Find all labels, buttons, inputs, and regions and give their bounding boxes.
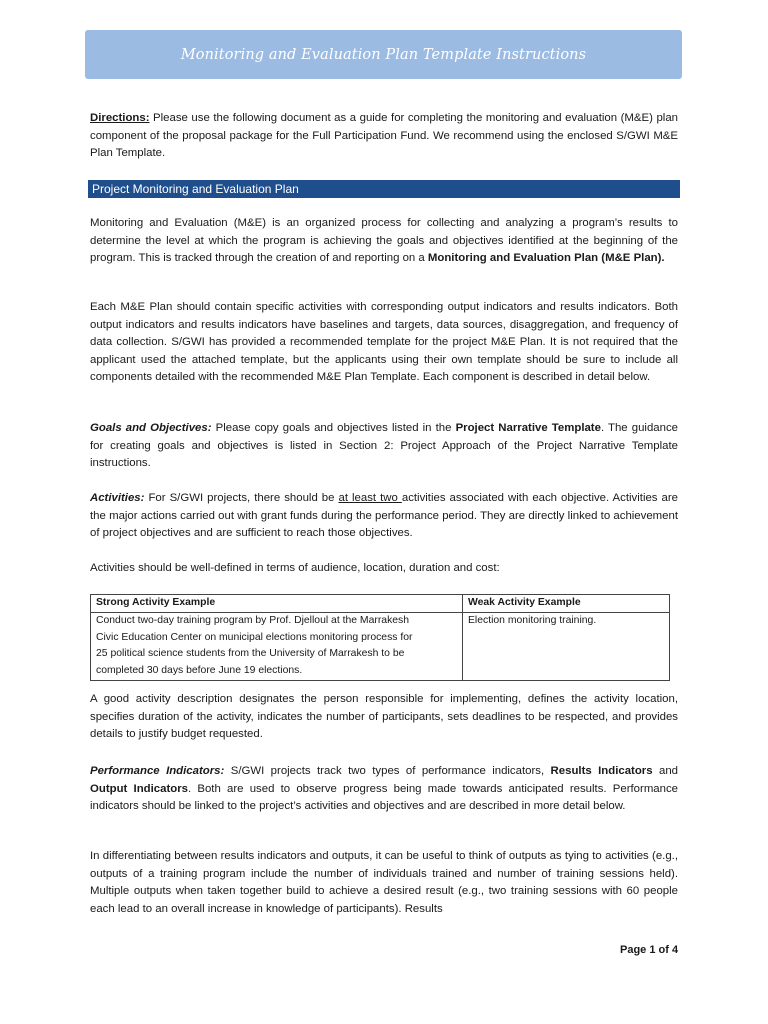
directions-label: Directions: (90, 112, 150, 124)
at-least-two-emphasis: at least two (338, 492, 402, 504)
activities-text: For S/GWI projects, there should be (144, 492, 339, 504)
activities-block (90, 490, 678, 543)
strong-example-line: Civic Education Center on municipal elections monitoring process for (96, 631, 413, 643)
goals-block (90, 420, 678, 473)
performance-text-and: and (652, 765, 678, 777)
strong-example-line: 25 political science students from the University of Marrakesh to be (96, 648, 405, 660)
table-row (91, 612, 670, 680)
header-banner (85, 30, 682, 79)
section-heading: Project Monitoring and Evaluation Plan (88, 180, 680, 198)
goals-label: Goals and Objectives: (90, 422, 212, 434)
strong-example-cell (91, 612, 463, 680)
page-number: Page 1 of 4 (620, 944, 679, 956)
goals-text: Please copy goals and objectives listed in the (211, 422, 456, 434)
directions-block (90, 110, 678, 163)
performance-block (90, 763, 678, 816)
each-plan-block (90, 299, 678, 387)
well-defined-block (90, 560, 678, 578)
activities-text-end: activities associated with each objective. Activities are the major actions carried out with grant funds during the performance period. They are directly linked to achievement of project objectives and are sufficient to reach those objectives. (90, 492, 678, 540)
good-activity-paragraph: A good activity description designates the person responsible for implementing, defines the activity location, specifies duration of the activity, indicates the number of participants, sets deadlines to be respected, and provides details to justify budget requested. (90, 693, 678, 741)
directions-text: Please use the following document as a guide for completing the monitoring and evaluation (M&E) plan component of the proposal package for the Full Participation Fund. We recommend using the enclosed S/GWI M&E Plan Template. (90, 112, 678, 160)
strong-example-line: completed 30 days before June 19 elections. (96, 665, 303, 677)
strong-example-line: Conduct two-day training program by Prof. Djelloul at the Marrakesh (96, 614, 410, 626)
differentiating-paragraph: In differentiating between results indicators and outputs, it can be useful to think of outputs as tying to activities (e.g., outputs of a training program include the number of individuals trained and number of training sessions held). Multiple outputs when taken together build to achieve a desired result (e.g., two training sessions with 60 people each lead to an overall increase in knowledge of participants). Results (90, 850, 678, 915)
activities-label: Activities: (90, 492, 145, 504)
goals-text-end: . The guidance for creating goals and objectives is listed in Section 2: Project Approach of the Project Narrative Template instructions. (90, 422, 678, 470)
weak-example-header: Weak Activity Example (463, 595, 670, 613)
performance-text: S/GWI projects track two types of performance indicators, (224, 765, 551, 777)
differentiating-block (90, 848, 678, 918)
document-title: Monitoring and Evaluation Plan Template Instructions (180, 46, 587, 63)
activity-example-table (90, 594, 670, 681)
strong-example-header: Strong Activity Example (91, 595, 463, 613)
weak-example-cell: Election monitoring training. (463, 612, 670, 680)
narrative-template-term: Project Narrative Template (455, 422, 601, 434)
good-activity-block (90, 691, 678, 744)
activities-paragraph (90, 490, 678, 543)
each-plan-paragraph: Each M&E Plan should contain specific activities with corresponding output indicators and results indicators. Both output indicators and results indicators have baselines and targets, data sources, disaggregation, and frequency of data collection. S/GWI has provided a recommended template for the project M&E Plan. It is not required that the applicant used the attached template, but the applicants using their own template should be sure to include all components detailed with the recommended M&E Plan Template. Each component is described in detail below. (90, 301, 678, 384)
goals-paragraph (90, 420, 678, 473)
performance-text-end: . Both are used to observe progress being made towards anticipated results. Performance indicators should be linked to the project’s activities and objectives and are described in more detail below. (90, 782, 679, 813)
performance-label: Performance Indicators: (90, 765, 225, 777)
table-header-row (91, 595, 670, 613)
me-intro-block (90, 215, 678, 268)
well-defined-paragraph: Activities should be well-defined in terms of audience, location, duration and cost: (90, 562, 500, 574)
me-intro-paragraph (90, 215, 678, 268)
me-intro-text: Monitoring and Evaluation (M&E) is an organized process for collecting and analyzing a program’s results to determine the level at which the program is achieving the goals and objectives identified at the beginning of the program. This is tracked through the creation of and reporting on a (90, 217, 678, 265)
performance-paragraph (90, 763, 678, 816)
me-plan-term: Monitoring and Evaluation Plan (M&E Plan). (427, 252, 665, 265)
directions-paragraph (90, 110, 678, 163)
output-indicators-term: Output Indicators (90, 782, 188, 795)
results-indicators-term: Results Indicators (550, 765, 653, 777)
